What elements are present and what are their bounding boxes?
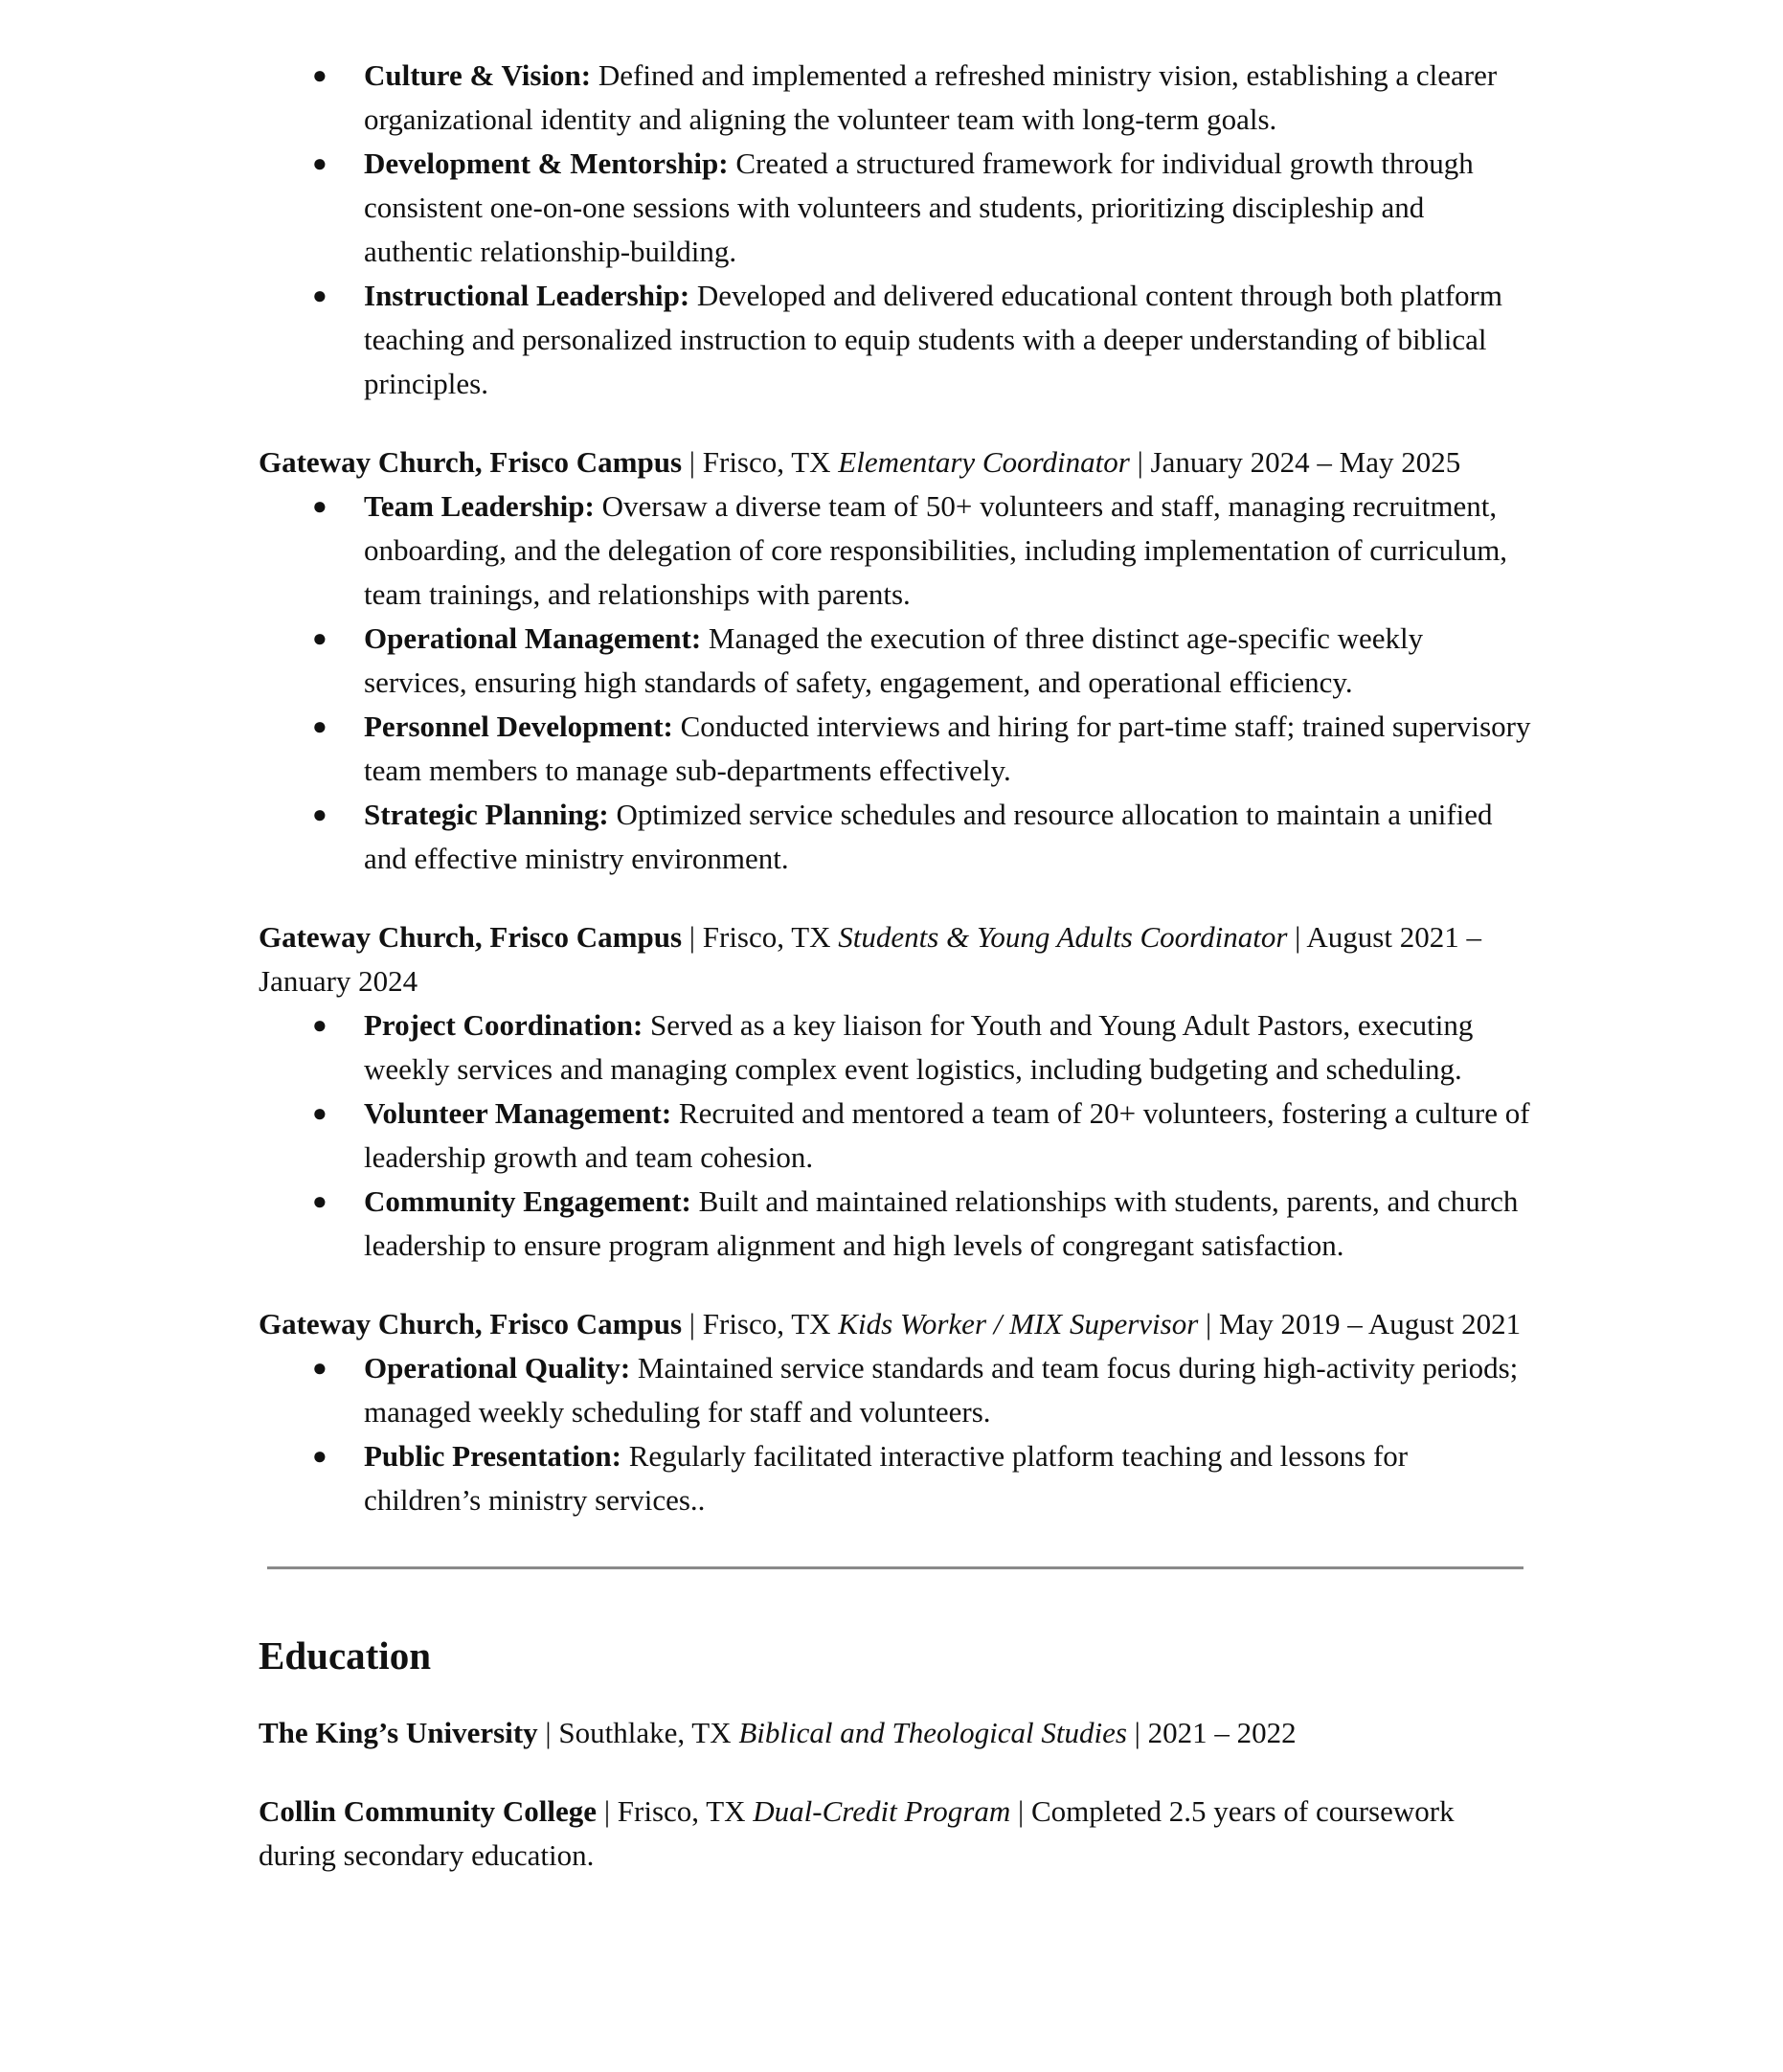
bullet-text: Maintained service standards and team focus during high-activity periods; managed weekly scheduling for staff and volunteers. xyxy=(364,1351,1519,1429)
job-title: Kids Worker / MIX Supervisor xyxy=(838,1307,1199,1340)
education-program: Dual-Credit Program xyxy=(753,1794,1011,1828)
bullet-icon: ● xyxy=(312,61,327,89)
job-bullet-list xyxy=(259,1346,1532,1522)
bullet-text: Conducted interviews and hiring for part-time staff; trained supervisory team members to manage sub-departments effectively. xyxy=(364,709,1531,787)
bullet-label: Development & Mentorship: xyxy=(364,146,729,180)
job-dates: | May 2019 – August 2021 xyxy=(1198,1307,1522,1340)
education-heading: Education xyxy=(259,1633,431,1678)
job-org: Gateway Church, Frisco Campus xyxy=(259,1307,683,1340)
bullet-icon: ● xyxy=(312,1187,327,1215)
education-location: | Southlake, TX xyxy=(537,1716,739,1749)
bullet-icon: ● xyxy=(312,492,327,520)
list-item xyxy=(259,793,1532,881)
bullet-label: Operational Management: xyxy=(364,621,702,655)
education-detail: | 2021 – 2022 xyxy=(1126,1716,1297,1749)
bullet-text: Oversaw a diverse team of 50+ volunteers and staff, managing recruitment, onboarding, and the delegation of core responsibilities, including implementation of curriculum, team trainings, and relationships with parents. xyxy=(364,489,1508,611)
job-heading xyxy=(259,1302,1532,1346)
job-title: Students & Young Adults Coordinator xyxy=(838,920,1288,954)
bullet-icon: ● xyxy=(312,149,327,177)
bullet-label: Volunteer Management: xyxy=(364,1096,672,1130)
bullet-icon: ● xyxy=(312,1099,327,1127)
job-location: | Frisco, TX xyxy=(682,1307,839,1340)
bullet-icon: ● xyxy=(312,1354,327,1382)
job-bullet-list xyxy=(259,484,1532,881)
bullet-text: Created a structured framework for individual growth through consistent one-on-one sessions with volunteers and students, prioritizing discipleship and authentic relationship-building. xyxy=(364,146,1474,268)
list-item xyxy=(259,274,1532,406)
list-item xyxy=(259,1346,1532,1434)
list-item xyxy=(259,705,1532,793)
education-school: Collin Community College xyxy=(259,1794,598,1828)
education-detail: | Completed 2.5 years of coursework during secondary education. xyxy=(259,1794,1455,1872)
list-item xyxy=(259,1092,1532,1180)
bullet-label: Community Engagement: xyxy=(364,1184,691,1218)
bullet-label: Culture & Vision: xyxy=(364,58,592,92)
list-item xyxy=(259,617,1532,705)
bullet-label: Public Presentation: xyxy=(364,1439,621,1473)
education-entry xyxy=(259,1711,1532,1755)
bullet-icon: ● xyxy=(312,712,327,740)
bullet-text: Optimized service schedules and resource allocation to maintain a unified and effective ministry environment. xyxy=(364,798,1493,875)
bullet-icon: ● xyxy=(312,1011,327,1039)
resume-content xyxy=(259,54,1532,1878)
bullet-icon: ● xyxy=(312,282,327,309)
bullet-label: Strategic Planning: xyxy=(364,798,609,831)
bullet-label: Operational Quality: xyxy=(364,1351,631,1385)
education-program: Biblical and Theological Studies xyxy=(738,1716,1127,1749)
bullet-text: Built and maintained relationships with students, parents, and church leadership to ensure program alignment and high levels of congregant satisfaction. xyxy=(364,1184,1519,1262)
bullet-icon: ● xyxy=(312,624,327,652)
list-item xyxy=(259,142,1532,274)
job-location: | Frisco, TX xyxy=(682,920,839,954)
bullet-text: Developed and delivered educational content through both platform teaching and personalized instruction to equip students with a deeper understanding of biblical principles. xyxy=(364,279,1502,400)
education-entry xyxy=(259,1790,1532,1878)
job-heading xyxy=(259,440,1532,484)
job-heading xyxy=(259,915,1532,1003)
education-school: The King’s University xyxy=(259,1716,538,1749)
list-item xyxy=(259,1434,1532,1522)
bullet-label: Personnel Development: xyxy=(364,709,673,743)
bullet-icon: ● xyxy=(312,800,327,828)
bullet-text: Managed the execution of three distinct age-specific weekly services, ensuring high standards of safety, engagement, and operational efficiency. xyxy=(364,621,1424,699)
job-title: Elementary Coordinator xyxy=(838,445,1130,479)
list-item xyxy=(259,54,1532,142)
list-item xyxy=(259,1003,1532,1092)
job-bullet-list xyxy=(259,1003,1532,1268)
bullet-text: Regularly facilitated interactive platform teaching and lessons for children’s ministry services.. xyxy=(364,1439,1409,1517)
job-org: Gateway Church, Frisco Campus xyxy=(259,445,683,479)
job-org: Gateway Church, Frisco Campus xyxy=(259,920,683,954)
bullet-label: Instructional Leadership: xyxy=(364,279,690,312)
job-dates: | January 2024 – May 2025 xyxy=(1129,445,1461,479)
bullet-text: Defined and implemented a refreshed ministry vision, establishing a clearer organizational identity and aligning the volunteer team with long-term goals. xyxy=(364,58,1498,136)
bullet-text: Served as a key liaison for Youth and Young Adult Pastors, executing weekly services and managing complex event logistics, including budgeting and scheduling. xyxy=(364,1008,1474,1086)
education-location: | Frisco, TX xyxy=(597,1794,754,1828)
section-divider xyxy=(267,1566,1523,1569)
bullet-label: Project Coordination: xyxy=(364,1008,643,1042)
bullet-text: Recruited and mentored a team of 20+ volunteers, fostering a culture of leadership growth and team cohesion. xyxy=(364,1096,1530,1174)
list-item xyxy=(259,484,1532,617)
bullet-icon: ● xyxy=(312,1442,327,1470)
top-bullet-list xyxy=(259,54,1532,406)
job-location: | Frisco, TX xyxy=(682,445,839,479)
job-dates: | August 2021 – January 2024 xyxy=(259,920,1481,998)
list-item xyxy=(259,1180,1532,1268)
bullet-label: Team Leadership: xyxy=(364,489,595,523)
